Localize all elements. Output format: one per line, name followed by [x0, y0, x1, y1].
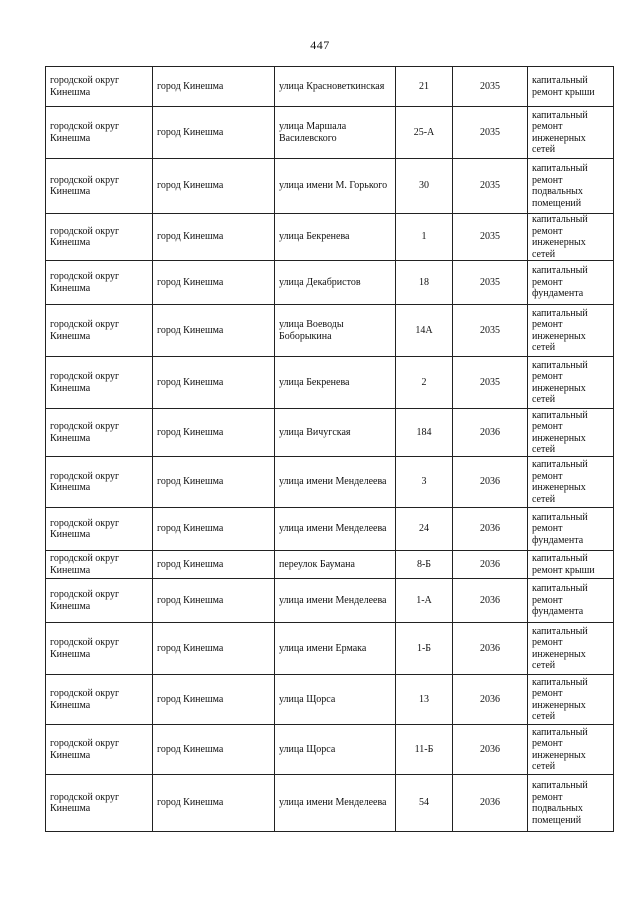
house-number-cell: 1-Б: [396, 623, 453, 675]
table-row: [46, 675, 614, 725]
year-cell: 2035: [453, 214, 528, 261]
street-cell: переулок Баумана: [275, 551, 396, 579]
year-cell: 2036: [453, 579, 528, 623]
city-cell: город Кинешма: [153, 725, 275, 775]
street-cell: улица имени Менделеева: [275, 508, 396, 551]
district-cell: городской округ Кинешма: [46, 623, 153, 675]
house-number-cell: 30: [396, 159, 453, 214]
house-number-cell: 21: [396, 67, 453, 107]
city-cell: город Кинешма: [153, 508, 275, 551]
table-row: [46, 67, 614, 107]
city-cell: город Кинешма: [153, 623, 275, 675]
house-number-cell: 1: [396, 214, 453, 261]
year-cell: 2036: [453, 675, 528, 725]
street-cell: улица Вичугская: [275, 409, 396, 457]
district-cell: городской округ Кинешма: [46, 409, 153, 457]
street-cell: улица Красноветкинская: [275, 67, 396, 107]
house-number-cell: 8-Б: [396, 551, 453, 579]
year-cell: 2035: [453, 67, 528, 107]
house-number-cell: 1-А: [396, 579, 453, 623]
city-cell: город Кинешма: [153, 357, 275, 409]
work-type-cell: капитальный ремонт инженерных сетей: [528, 623, 614, 675]
house-number-cell: 3: [396, 457, 453, 508]
year-cell: 2035: [453, 159, 528, 214]
street-cell: улица Бекренева: [275, 214, 396, 261]
street-cell: улица имени Менделеева: [275, 579, 396, 623]
table-row: [46, 579, 614, 623]
city-cell: город Кинешма: [153, 675, 275, 725]
district-cell: городской округ Кинешма: [46, 725, 153, 775]
work-type-cell: капитальный ремонт инженерных сетей: [528, 409, 614, 457]
street-cell: улица имени Менделеева: [275, 457, 396, 508]
city-cell: город Кинешма: [153, 457, 275, 508]
house-number-cell: 184: [396, 409, 453, 457]
house-number-cell: 2: [396, 357, 453, 409]
year-cell: 2036: [453, 508, 528, 551]
district-cell: городской округ Кинешма: [46, 457, 153, 508]
work-type-cell: капитальный ремонт инженерных сетей: [528, 675, 614, 725]
city-cell: город Кинешма: [153, 261, 275, 305]
work-type-cell: капитальный ремонт инженерных сетей: [528, 305, 614, 357]
district-cell: городской округ Кинешма: [46, 305, 153, 357]
district-cell: городской округ Кинешма: [46, 214, 153, 261]
house-number-cell: 11-Б: [396, 725, 453, 775]
work-type-cell: капитальный ремонт крыши: [528, 551, 614, 579]
year-cell: 2035: [453, 261, 528, 305]
year-cell: 2035: [453, 357, 528, 409]
table-row: [46, 357, 614, 409]
table-row: [46, 551, 614, 579]
work-type-cell: капитальный ремонт фундамента: [528, 261, 614, 305]
street-cell: улица имени Менделеева: [275, 775, 396, 832]
city-cell: город Кинешма: [153, 775, 275, 832]
district-cell: городской округ Кинешма: [46, 508, 153, 551]
street-cell: улица Щорса: [275, 675, 396, 725]
work-type-cell: капитальный ремонт инженерных сетей: [528, 725, 614, 775]
work-type-cell: капитальный ремонт подвальных помещений: [528, 159, 614, 214]
house-number-cell: 18: [396, 261, 453, 305]
district-cell: городской округ Кинешма: [46, 261, 153, 305]
table-row: [46, 775, 614, 832]
year-cell: 2036: [453, 409, 528, 457]
street-cell: улица Щорса: [275, 725, 396, 775]
district-cell: городской округ Кинешма: [46, 67, 153, 107]
table-row: [46, 457, 614, 508]
table-row: [46, 159, 614, 214]
house-number-cell: 13: [396, 675, 453, 725]
city-cell: город Кинешма: [153, 67, 275, 107]
house-number-cell: 24: [396, 508, 453, 551]
district-cell: городской округ Кинешма: [46, 107, 153, 159]
house-number-cell: 14А: [396, 305, 453, 357]
table-body: [46, 67, 614, 832]
street-cell: улица имени М. Горького: [275, 159, 396, 214]
year-cell: 2036: [453, 457, 528, 508]
table-row: [46, 305, 614, 357]
table-row: [46, 214, 614, 261]
district-cell: городской округ Кинешма: [46, 775, 153, 832]
year-cell: 2036: [453, 725, 528, 775]
street-cell: улица Бекренева: [275, 357, 396, 409]
work-type-cell: капитальный ремонт подвальных помещений: [528, 775, 614, 832]
city-cell: город Кинешма: [153, 107, 275, 159]
district-cell: городской округ Кинешма: [46, 357, 153, 409]
work-type-cell: капитальный ремонт фундамента: [528, 579, 614, 623]
repair-schedule-table: [45, 66, 614, 832]
district-cell: городской округ Кинешма: [46, 579, 153, 623]
street-cell: улица Воеводы Боборыкина: [275, 305, 396, 357]
table-row: [46, 107, 614, 159]
street-cell: улица имени Ермака: [275, 623, 396, 675]
work-type-cell: капитальный ремонт инженерных сетей: [528, 357, 614, 409]
city-cell: город Кинешма: [153, 159, 275, 214]
table-row: [46, 725, 614, 775]
table-row: [46, 261, 614, 305]
city-cell: город Кинешма: [153, 409, 275, 457]
district-cell: городской округ Кинешма: [46, 675, 153, 725]
street-cell: улица Маршала Василевского: [275, 107, 396, 159]
year-cell: 2035: [453, 107, 528, 159]
page-number: 447: [310, 38, 330, 52]
year-cell: 2036: [453, 551, 528, 579]
city-cell: город Кинешма: [153, 551, 275, 579]
house-number-cell: 54: [396, 775, 453, 832]
work-type-cell: капитальный ремонт инженерных сетей: [528, 457, 614, 508]
year-cell: 2036: [453, 623, 528, 675]
work-type-cell: капитальный ремонт крыши: [528, 67, 614, 107]
city-cell: город Кинешма: [153, 579, 275, 623]
work-type-cell: капитальный ремонт инженерных сетей: [528, 107, 614, 159]
street-cell: улица Декабристов: [275, 261, 396, 305]
year-cell: 2035: [453, 305, 528, 357]
district-cell: городской округ Кинешма: [46, 551, 153, 579]
district-cell: городской округ Кинешма: [46, 159, 153, 214]
work-type-cell: капитальный ремонт фундамента: [528, 508, 614, 551]
city-cell: город Кинешма: [153, 305, 275, 357]
table-row: [46, 623, 614, 675]
house-number-cell: 25-А: [396, 107, 453, 159]
year-cell: 2036: [453, 775, 528, 832]
city-cell: город Кинешма: [153, 214, 275, 261]
work-type-cell: капитальный ремонт инженерных сетей: [528, 214, 614, 261]
table-row: [46, 409, 614, 457]
table-row: [46, 508, 614, 551]
